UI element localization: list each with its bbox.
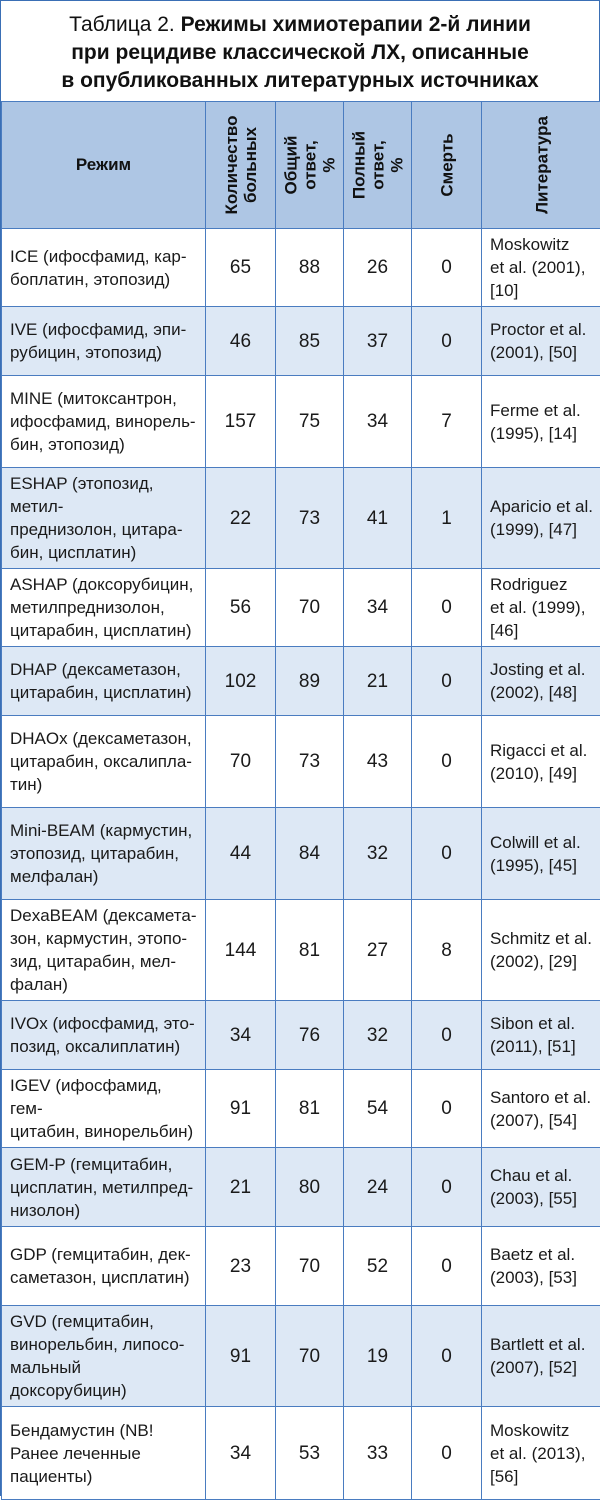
cell-death-text: 0 (412, 1176, 481, 1199)
cell-death (412, 307, 482, 376)
table-row (2, 569, 600, 647)
cell-death-text: 0 (412, 1024, 481, 1047)
cell-complete-response (344, 1070, 412, 1148)
cell-patients-text: 157 (206, 410, 275, 433)
cell-death (412, 900, 482, 1001)
cell-overall-response (276, 716, 344, 808)
cell-overall-response (276, 1306, 344, 1407)
cell-literature-text: Josting et al. (2002), [48] (490, 658, 597, 704)
cell-death (412, 1306, 482, 1407)
cell-complete-response (344, 1407, 412, 1500)
cell-overall-response (276, 468, 344, 569)
cell-complete-response-text: 43 (344, 750, 411, 773)
cell-overall-response (276, 1148, 344, 1227)
cell-literature-text: Sibon et al. (2011), [51] (490, 1012, 597, 1058)
cell-literature-text: Rodriguez et al. (1999), [46] (490, 573, 597, 642)
cell-complete-response-text: 37 (344, 330, 411, 353)
cell-complete-response-text: 19 (344, 1345, 411, 1368)
cell-overall-response (276, 1001, 344, 1070)
cell-complete-response (344, 1306, 412, 1407)
cell-regime-text: GDP (гемцитабин, дек- саметазон, цисплатин) (10, 1243, 199, 1289)
cell-overall-response-text: 88 (276, 256, 343, 279)
cell-complete-response (344, 716, 412, 808)
cell-complete-response (344, 376, 412, 468)
cell-literature (482, 468, 600, 569)
cell-regime-text: ASHAP (доксорубицин, метилпреднизолон, цитарабин, цисплатин) (10, 573, 199, 642)
cell-death-text: 0 (412, 330, 481, 353)
cell-death (412, 1227, 482, 1306)
cell-regime (2, 1070, 206, 1148)
cell-literature (482, 1070, 600, 1148)
cell-complete-response-text: 54 (344, 1097, 411, 1120)
table-row (2, 1306, 600, 1407)
cell-literature-text: Rigacci et al. (2010), [49] (490, 739, 597, 785)
cell-literature-text: Moskowitz et al. (2001), [10] (490, 233, 597, 302)
cell-overall-response (276, 1070, 344, 1148)
regimens-table (1, 101, 600, 1500)
cell-overall-response-text: 70 (276, 1345, 343, 1368)
cell-patients (206, 647, 276, 716)
table-row (2, 1227, 600, 1306)
cell-patients (206, 1306, 276, 1407)
cell-overall-response-text: 81 (276, 1097, 343, 1120)
cell-regime (2, 1227, 206, 1306)
table-row (2, 808, 600, 900)
cell-regime-text: IVOx (ифосфамид, это- позид, оксалиплатин) (10, 1012, 199, 1058)
cell-literature-text: Bartlett et al. (2007), [52] (490, 1333, 597, 1379)
table-row (2, 900, 600, 1001)
table-caption (1, 1, 599, 101)
cell-overall-response-text: 75 (276, 410, 343, 433)
cell-complete-response (344, 468, 412, 569)
cell-complete-response (344, 1001, 412, 1070)
cell-regime-text: DHAOx (дексаметазон, цитарабин, оксалипла- тин) (10, 727, 199, 796)
cell-death-text: 0 (412, 596, 481, 619)
table-row (2, 1148, 600, 1227)
table-row (2, 716, 600, 808)
caption-prefix: Таблица 2. (69, 13, 175, 36)
cell-regime-text: Mini-BEAM (кармустин, этопозид, цитарабин, мелфалан) (10, 819, 199, 888)
cell-literature (482, 1306, 600, 1407)
header-death-label: Смерть (437, 133, 456, 196)
cell-death-text: 0 (412, 750, 481, 773)
cell-literature (482, 376, 600, 468)
cell-regime (2, 1148, 206, 1227)
cell-patients-text: 34 (206, 1024, 275, 1047)
cell-regime (2, 716, 206, 808)
cell-patients (206, 1070, 276, 1148)
cell-death (412, 716, 482, 808)
cell-regime (2, 307, 206, 376)
cell-complete-response-text: 32 (344, 1024, 411, 1047)
cell-death-text: 0 (412, 256, 481, 279)
cell-regime-text: Бендамустин (NB! Ранее леченные пациенты) (10, 1419, 199, 1488)
cell-death-text: 0 (412, 842, 481, 865)
cell-literature (482, 229, 600, 307)
cell-complete-response-text: 21 (344, 670, 411, 693)
cell-death (412, 1001, 482, 1070)
cell-overall-response-text: 81 (276, 939, 343, 962)
cell-overall-response-text: 73 (276, 750, 343, 773)
cell-death-text: 8 (412, 939, 481, 962)
cell-regime-text: ESHAP (этопозид, метил- преднизолон, цитара- бин, цисплатин) (10, 472, 199, 564)
table-row (2, 468, 600, 569)
cell-death-text: 0 (412, 1442, 481, 1465)
cell-death (412, 1070, 482, 1148)
cell-patients-text: 144 (206, 939, 275, 962)
cell-literature-text: Chau et al. (2003), [55] (490, 1164, 597, 1210)
cell-patients (206, 808, 276, 900)
cell-complete-response (344, 900, 412, 1001)
cell-patients (206, 716, 276, 808)
cell-complete-response-text: 33 (344, 1442, 411, 1465)
cell-patients (206, 1148, 276, 1227)
cell-overall-response-text: 89 (276, 670, 343, 693)
cell-complete-response-text: 26 (344, 256, 411, 279)
cell-death (412, 647, 482, 716)
cell-death (412, 1407, 482, 1500)
cell-patients (206, 307, 276, 376)
table-row (2, 229, 600, 307)
header-patients (206, 102, 276, 229)
header-overall-label: Общий ответ, % (281, 136, 338, 195)
header-literature-label: Литература (532, 116, 551, 214)
header-complete-response (344, 102, 412, 229)
cell-overall-response (276, 307, 344, 376)
cell-regime (2, 1001, 206, 1070)
cell-death (412, 376, 482, 468)
caption-line-3: в опубликованных литературных источниках (61, 69, 538, 92)
header-overall-response (276, 102, 344, 229)
header-complete-label: Полный ответ, % (349, 131, 406, 199)
cell-overall-response-text: 53 (276, 1442, 343, 1465)
cell-patients (206, 1001, 276, 1070)
cell-patients-text: 56 (206, 596, 275, 619)
table-row (2, 1001, 600, 1070)
cell-literature-text: Aparicio et al. (1999), [47] (490, 495, 597, 541)
cell-literature (482, 716, 600, 808)
cell-patients (206, 376, 276, 468)
cell-overall-response (276, 1407, 344, 1500)
cell-complete-response-text: 52 (344, 1255, 411, 1278)
cell-regime (2, 569, 206, 647)
cell-regime (2, 1306, 206, 1407)
header-death (412, 102, 482, 229)
cell-regime-text: ICE (ифосфамид, кар- боплатин, этопозид) (10, 245, 199, 291)
cell-literature (482, 1001, 600, 1070)
table-row (2, 307, 600, 376)
cell-literature (482, 1227, 600, 1306)
cell-literature-text: Colwill et al. (1995), [45] (490, 831, 597, 877)
cell-patients (206, 229, 276, 307)
cell-regime (2, 376, 206, 468)
cell-regime (2, 229, 206, 307)
header-literature (482, 102, 600, 229)
cell-overall-response-text: 80 (276, 1176, 343, 1199)
cell-regime-text: IVE (ифосфамид, эпи- рубицин, этопозид) (10, 318, 199, 364)
cell-regime-text: GEM-P (гемцитабин, цисплатин, метилпред- низолон) (10, 1153, 199, 1222)
cell-literature-text: Schmitz et al. (2002), [29] (490, 927, 597, 973)
cell-overall-response (276, 229, 344, 307)
cell-death-text: 0 (412, 1255, 481, 1278)
cell-overall-response-text: 73 (276, 507, 343, 530)
cell-patients-text: 65 (206, 256, 275, 279)
cell-complete-response (344, 569, 412, 647)
cell-literature-text: Santoro et al. (2007), [54] (490, 1086, 597, 1132)
cell-death (412, 808, 482, 900)
cell-complete-response-text: 34 (344, 410, 411, 433)
cell-complete-response (344, 1148, 412, 1227)
cell-complete-response (344, 808, 412, 900)
cell-patients-text: 22 (206, 507, 275, 530)
cell-overall-response-text: 84 (276, 842, 343, 865)
cell-complete-response (344, 1227, 412, 1306)
table-row (2, 1070, 600, 1148)
cell-death (412, 569, 482, 647)
header-regime: Режим (2, 102, 206, 229)
cell-regime (2, 808, 206, 900)
cell-literature (482, 307, 600, 376)
cell-regime (2, 468, 206, 569)
cell-regime-text: DexaBEAM (дексамета- зон, кармустин, этопо- зид, цитарабин, мел- фалан) (10, 904, 199, 996)
cell-literature-text: Moskowitz et al. (2013), [56] (490, 1419, 597, 1488)
cell-overall-response-text: 85 (276, 330, 343, 353)
cell-literature-text: Ferme et al. (1995), [14] (490, 399, 597, 445)
cell-complete-response (344, 307, 412, 376)
cell-complete-response-text: 41 (344, 507, 411, 530)
cell-complete-response-text: 24 (344, 1176, 411, 1199)
cell-death (412, 229, 482, 307)
cell-death-text: 0 (412, 670, 481, 693)
cell-regime-text: MINE (митоксантрон, ифосфамид, винорель- бин, этопозид) (10, 387, 199, 456)
cell-patients-text: 21 (206, 1176, 275, 1199)
cell-patients-text: 23 (206, 1255, 275, 1278)
cell-regime (2, 647, 206, 716)
cell-regime-text: IGEV (ифосфамид, гем- цитабин, винорельбин) (10, 1074, 199, 1143)
cell-overall-response (276, 900, 344, 1001)
cell-literature-text: Proctor et al. (2001), [50] (490, 318, 597, 364)
cell-literature (482, 1407, 600, 1500)
cell-patients-text: 91 (206, 1097, 275, 1120)
cell-regime (2, 1407, 206, 1500)
cell-overall-response (276, 647, 344, 716)
cell-literature (482, 1148, 600, 1227)
cell-overall-response (276, 1227, 344, 1306)
cell-patients (206, 1227, 276, 1306)
cell-literature (482, 569, 600, 647)
cell-overall-response (276, 569, 344, 647)
cell-patients-text: 91 (206, 1345, 275, 1368)
cell-regime-text: GVD (гемцитабин, винорельбин, липосо- мальный доксорубицин) (10, 1310, 199, 1402)
cell-death (412, 1148, 482, 1227)
cell-literature (482, 808, 600, 900)
cell-death-text: 7 (412, 410, 481, 433)
cell-patients (206, 569, 276, 647)
table-header-row (2, 102, 600, 229)
table-row (2, 1407, 600, 1500)
cell-death-text: 0 (412, 1097, 481, 1120)
cell-patients (206, 900, 276, 1001)
cell-patients-text: 44 (206, 842, 275, 865)
cell-overall-response-text: 70 (276, 1255, 343, 1278)
cell-regime (2, 900, 206, 1001)
header-patients-label: Количество больных (222, 115, 260, 214)
cell-death (412, 468, 482, 569)
caption-line-1: Режимы химиотерапии 2-й линии (181, 13, 531, 36)
table-row (2, 647, 600, 716)
cell-complete-response (344, 647, 412, 716)
cell-complete-response-text: 32 (344, 842, 411, 865)
caption-line-2: при рецидиве классической ЛХ, описанные (71, 41, 529, 64)
cell-overall-response-text: 76 (276, 1024, 343, 1047)
cell-complete-response (344, 229, 412, 307)
cell-patients-text: 46 (206, 330, 275, 353)
cell-patients (206, 468, 276, 569)
cell-patients-text: 34 (206, 1442, 275, 1465)
cell-death-text: 0 (412, 1345, 481, 1368)
cell-overall-response (276, 808, 344, 900)
cell-literature (482, 900, 600, 1001)
cell-literature (482, 647, 600, 716)
cell-patients (206, 1407, 276, 1500)
cell-regime-text: DHAP (дексаметазон, цитарабин, цисплатин) (10, 658, 199, 704)
cell-overall-response (276, 376, 344, 468)
cell-overall-response-text: 70 (276, 596, 343, 619)
cell-death-text: 1 (412, 507, 481, 530)
cell-patients-text: 102 (206, 670, 275, 693)
table-row (2, 376, 600, 468)
cell-patients-text: 70 (206, 750, 275, 773)
cell-literature-text: Baetz et al. (2003), [53] (490, 1243, 597, 1289)
cell-complete-response-text: 27 (344, 939, 411, 962)
cell-complete-response-text: 34 (344, 596, 411, 619)
